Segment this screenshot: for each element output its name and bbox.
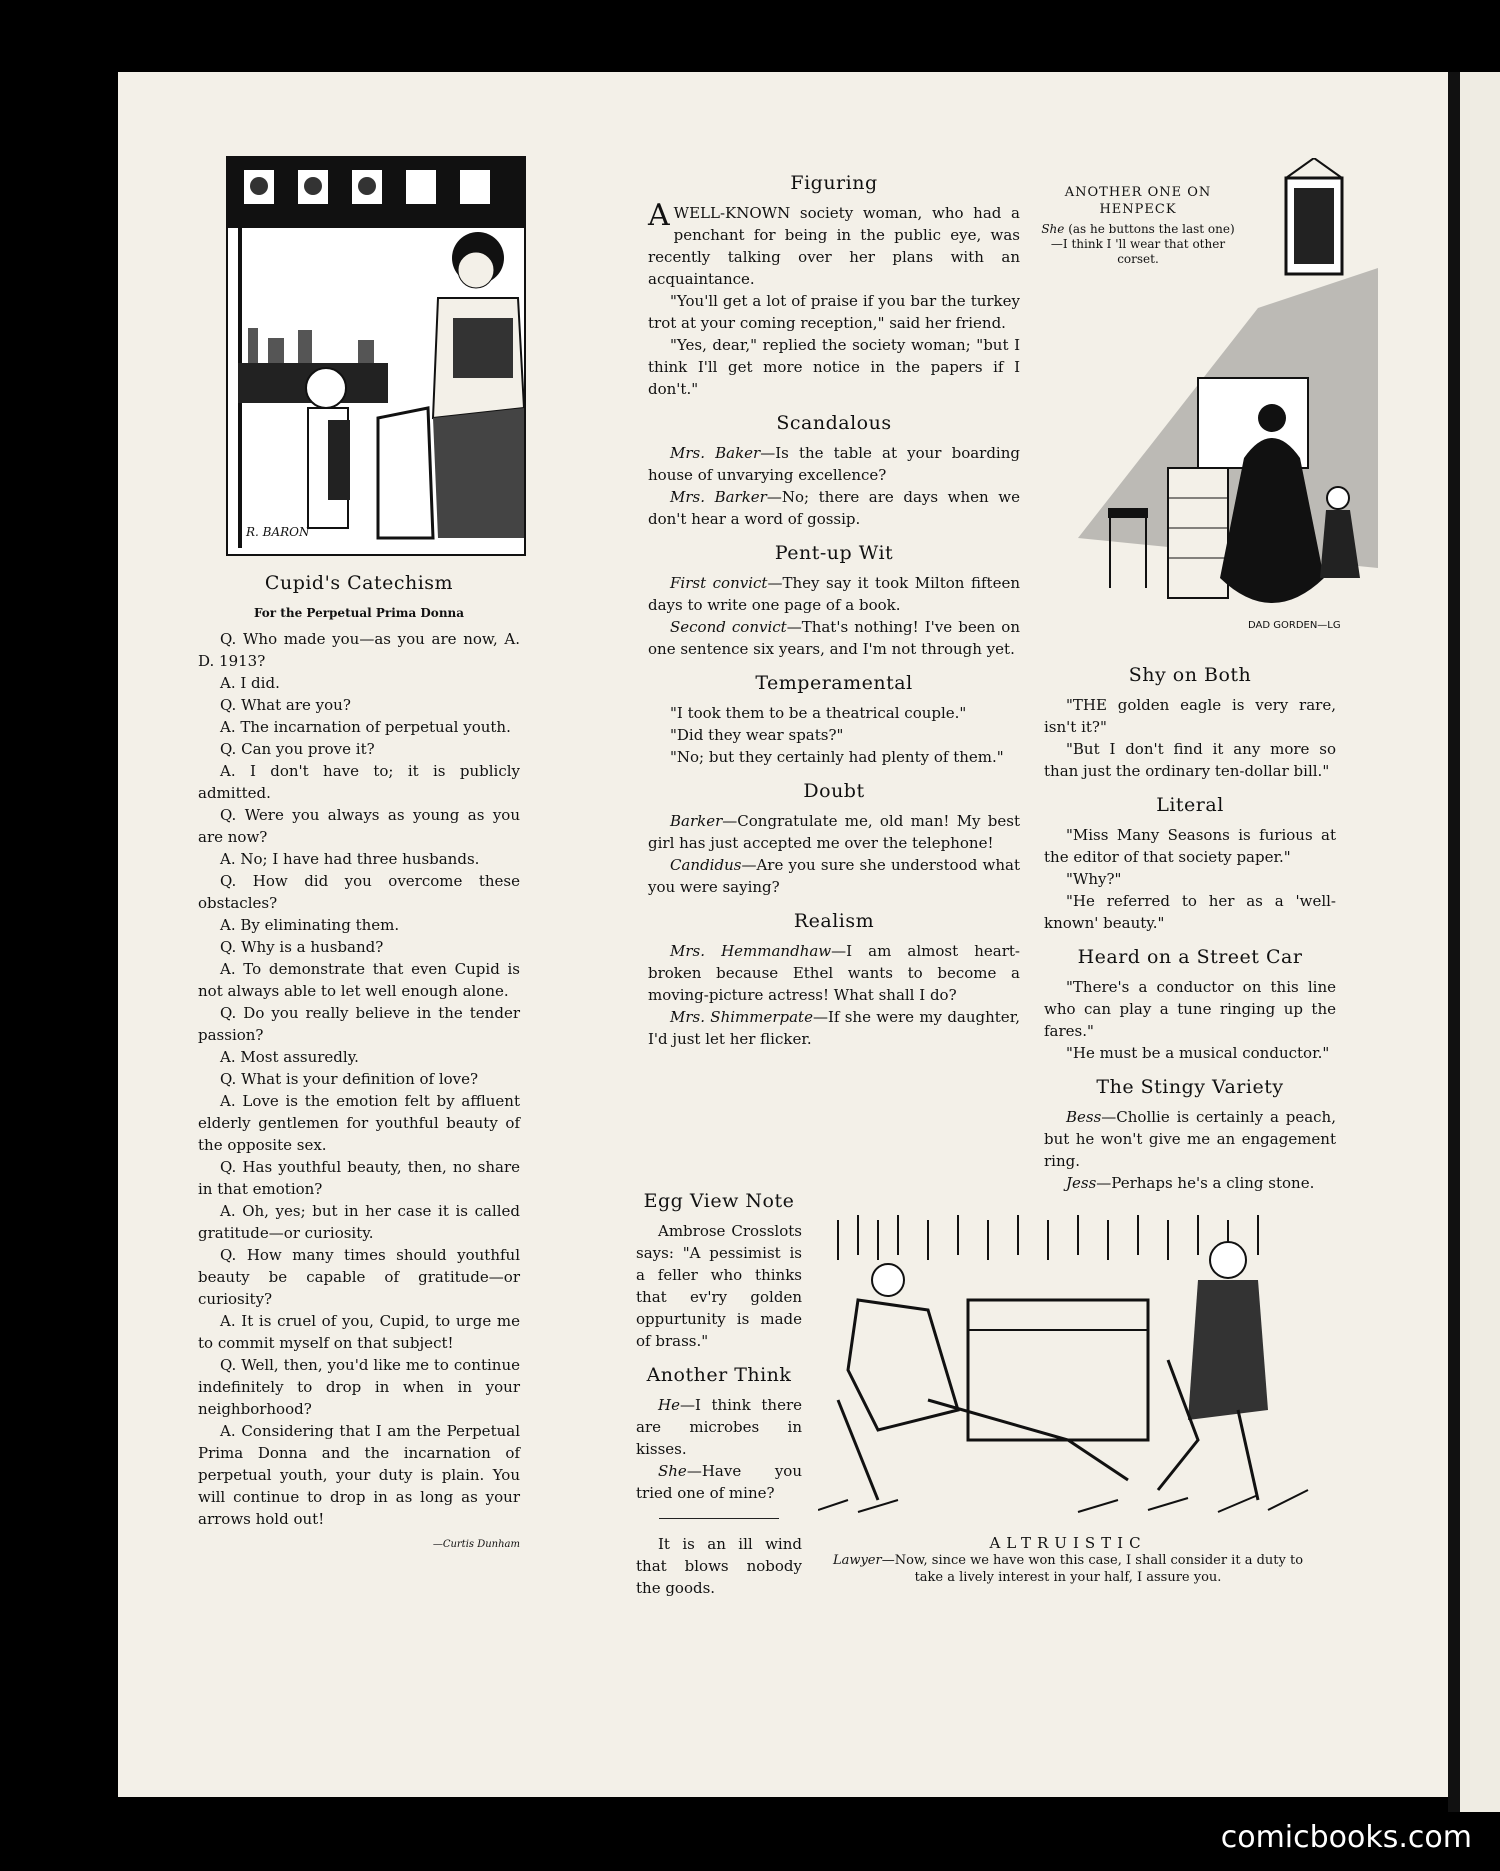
dialogue-line: "I took them to be a theatrical couple." xyxy=(670,704,967,722)
catechism-line: Q. Can you prove it? xyxy=(220,740,375,758)
dialogue-line: "Miss Many Seasons is furious at the editor of that society paper." xyxy=(1044,826,1336,866)
dialogue-line: —I am almost heart-broken because Ethel wants to become a moving-picture actress! What shall I do? xyxy=(648,942,1020,1004)
catechism-line: Q. Do you really believe in the tender passion? xyxy=(198,1004,520,1044)
cupid-illustration xyxy=(226,156,526,556)
speaker: First convict xyxy=(670,574,768,592)
catechism-line: Q. What are you? xyxy=(220,696,351,714)
dialogue-line: "He referred to her as a 'well-known' beauty." xyxy=(1044,892,1336,932)
eggview-title: Egg View Note xyxy=(643,1190,795,1212)
eggview-text: Ambrose Crosslots says: "A pessimist is a feller who thinks that ev'ry golden oppurtunity is made of brass." xyxy=(636,1222,802,1350)
speaker: Bess xyxy=(1066,1108,1102,1126)
speaker: Candidus xyxy=(670,856,742,874)
column-narrow xyxy=(636,1190,802,1599)
svg-text:R. BARON: R. BARON xyxy=(246,525,310,539)
realism-title: Realism xyxy=(793,910,875,932)
pentup-title: Pent-up Wit xyxy=(774,542,894,564)
dialogue-line: —Perhaps he's a cling stone. xyxy=(1096,1174,1315,1192)
catechism-line: Q. How did you overcome these obstacles? xyxy=(198,872,520,912)
figuring-title: Figuring xyxy=(790,172,878,194)
dialogue-line: —Chollie is certainly a peach, but he won't give me an engagement ring. xyxy=(1044,1108,1336,1170)
catechism-line: A. I did. xyxy=(220,674,280,692)
speaker: Barker xyxy=(670,812,723,830)
catechism-line: A. By eliminating them. xyxy=(220,916,400,934)
adjacent-page-edge xyxy=(1460,72,1500,1812)
catechism-line: A. I don't have to; it is publicly admitted. xyxy=(198,762,520,802)
dialogue-line: —Congratulate me, old man! My best girl has just accepted me over the telephone! xyxy=(648,812,1020,852)
drop-cap: A xyxy=(648,198,670,233)
column-cupid xyxy=(198,560,520,1556)
temperamental-title: Temperamental xyxy=(755,672,913,694)
dialogue-line: —If she were my daughter, I'd just let her flicker. xyxy=(648,1008,1020,1048)
column-middle xyxy=(648,172,1020,1050)
stingy-title: The Stingy Variety xyxy=(1096,1076,1284,1098)
dialogue-line: "But I don't find it any more so than just the ordinary ten-dollar bill." xyxy=(1044,740,1336,780)
catechism-line: A. Most assuredly. xyxy=(220,1048,359,1066)
catechism-line: Q. Why is a husband? xyxy=(220,938,384,956)
figuring-p3: "Yes, dear," replied the society woman; "but I think I'll get more notice in the papers if I don't." xyxy=(648,336,1020,398)
cupid-title: Cupid's Catechism xyxy=(264,572,454,594)
dialogue-line: —They say it took Milton fifteen days to write one page of a book. xyxy=(648,574,1020,614)
henpeck-caption: (as he buttons the last one)—I think I 'll wear that other corset. xyxy=(1050,222,1235,266)
dialogue-line: —No; there are days when we don't hear a word of gossip. xyxy=(648,488,1020,528)
speaker: She xyxy=(658,1462,687,1480)
speaker: Mrs. Shimmerpate xyxy=(670,1008,813,1026)
catechism-line: A. To demonstrate that even Cupid is not always able to let well enough alone. xyxy=(198,960,520,1000)
altruistic-title: ALTRUISTIC xyxy=(989,1534,1147,1552)
dialogue-line: —I think there are microbes in kisses. xyxy=(636,1396,802,1458)
dialogue-line: —That's nothing! I've been on one sentence six years, and I'm not through yet. xyxy=(648,618,1020,658)
figuring-p2: "You'll get a lot of praise if you bar the turkey trot at your coming reception," said her friend. xyxy=(648,292,1020,332)
shy-title: Shy on Both xyxy=(1128,664,1252,686)
magazine-page xyxy=(118,72,1474,1797)
streetcar-title: Heard on a Street Car xyxy=(1077,946,1303,968)
dialogue-line: —Is the table at your boarding house of unvarying excellence? xyxy=(648,444,1020,484)
henpeck-cartoon xyxy=(1048,158,1388,658)
speaker: He xyxy=(658,1396,680,1414)
catechism-line: A. Considering that I am the Perpetual Prima Donna and the incarnation of perpetual youth, your duty is plain. You will continue to drop in as long as your arrows hold out! xyxy=(198,1422,520,1528)
altruistic-cartoon xyxy=(818,1200,1318,1680)
henpeck-signature: DAD GORDEN—LG xyxy=(1248,620,1341,631)
divider xyxy=(659,1518,779,1519)
anotherthink-title: Another Think xyxy=(646,1364,792,1386)
dialogue-line: —Are you sure she understood what you were saying? xyxy=(648,856,1020,896)
catechism-line: A. It is cruel of you, Cupid, to urge me to commit myself on that subject! xyxy=(198,1312,520,1352)
literal-title: Literal xyxy=(1156,794,1224,816)
catechism-line: Q. What is your definition of love? xyxy=(220,1070,479,1088)
dialogue-line: "He must be a musical conductor." xyxy=(1066,1044,1330,1062)
column-right xyxy=(1044,664,1336,1194)
catechism-line: Q. Has youthful beauty, then, no share in that emotion? xyxy=(198,1158,520,1198)
catechism-line: A. No; I have had three husbands. xyxy=(220,850,480,868)
speaker: Jess xyxy=(1066,1174,1097,1192)
dialogue-line: "THE golden eagle is very rare, isn't it?" xyxy=(1044,696,1336,736)
dialogue-line: "There's a conductor on this line who can play a tune ringing up the fares." xyxy=(1044,978,1336,1040)
dialogue-line: "Why?" xyxy=(1066,870,1122,888)
speaker: Mrs. Baker xyxy=(670,444,761,462)
catechism-line: Q. Who made you—as you are now, A. D. 1913? xyxy=(198,630,520,670)
scandalous-title: Scandalous xyxy=(776,412,892,434)
figuring-p1: WELL-KNOWN society woman, who had a penchant for being in the public eye, was recently talking over her plans with an acquaintance. xyxy=(648,204,1020,288)
watermark: comicbooks.com xyxy=(1220,1820,1472,1855)
cupid-credit: —Curtis Dunham xyxy=(432,1539,520,1550)
doubt-title: Doubt xyxy=(803,780,865,802)
catechism-line: A. Oh, yes; but in her case it is called gratitude—or curiosity. xyxy=(198,1202,520,1242)
catechism-line: Q. How many times should youthful beauty be capable of gratitude—or curiosity? xyxy=(198,1246,520,1308)
ill-wind-text: It is an ill wind that blows nobody the goods. xyxy=(636,1535,802,1597)
cupid-subtitle: For the Perpetual Prima Donna xyxy=(253,606,465,620)
dialogue-line: —Have you tried one of mine? xyxy=(636,1462,802,1502)
dialogue-line: "No; but they certainly had plenty of them." xyxy=(670,748,1004,766)
catechism-line: Q. Were you always as young as you are now? xyxy=(198,806,520,846)
speaker: Mrs. Hemmandhaw xyxy=(670,942,832,960)
speaker: She xyxy=(1041,222,1065,236)
catechism-line: A. The incarnation of perpetual youth. xyxy=(220,718,511,736)
henpeck-title: ANOTHER ONE ON HENPECK xyxy=(1064,185,1212,217)
dialogue-line: "Did they wear spats?" xyxy=(670,726,844,744)
catechism-line: Q. Well, then, you'd like me to continue indefinitely to drop in when in your neighborhood? xyxy=(198,1356,520,1418)
speaker: Mrs. Barker xyxy=(670,488,767,506)
altruistic-caption: —Now, since we have won this case, I shall consider it a duty to take a lively interest in your half, I assure you. xyxy=(881,1553,1304,1585)
speaker: Second convict xyxy=(670,618,787,636)
speaker: Lawyer xyxy=(832,1553,882,1568)
catechism-line: A. Love is the emotion felt by affluent elderly gentlemen for youthful beauty of the opposite sex. xyxy=(198,1092,520,1154)
